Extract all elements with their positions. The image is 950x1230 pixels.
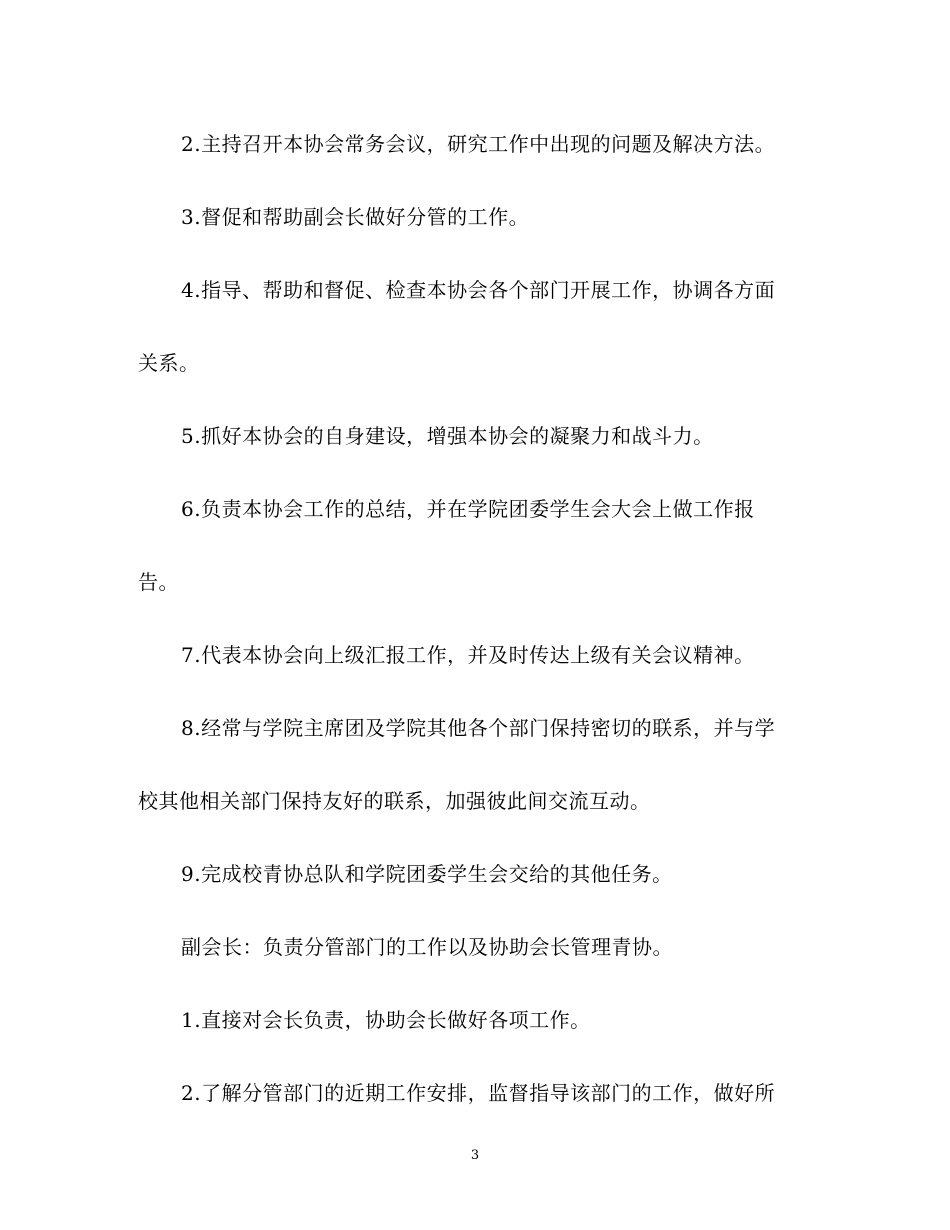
text-line: 关系。 [138,351,200,375]
text-line: 4.指导、帮助和督促、检查本协会各个部门开展工作，协调各方面 [181,278,776,302]
text-line: 3.督促和帮助副会长做好分管的工作。 [181,205,530,229]
text-line: 2.主持召开本协会常务会议，研究工作中出现的问题及解决方法。 [181,132,776,156]
page-number: 3 [470,1148,480,1163]
text-line: 9.完成校青协总队和学院团委学生会交给的其他任务。 [181,862,673,886]
text-line: 5.抓好本协会的自身建设，增强本协会的凝聚力和战斗力。 [181,424,714,448]
text-line: 7.代表本协会向上级汇报工作，并及时传达上级有关会议精神。 [181,643,755,667]
text-line: 校其他相关部门保持友好的联系，加强彼此间交流互动。 [138,789,651,813]
text-line: 告。 [138,570,179,594]
text-line: 1.直接对会长负责，协助会长做好各项工作。 [181,1008,591,1032]
text-line: 2.了解分管部门的近期工作安排，监督指导该部门的工作，做好所 [181,1081,776,1105]
text-line: 6.负责本协会工作的总结，并在学院团委学生会大会上做工作报 [181,497,755,521]
section-heading-line: 副会长：负责分管部门的工作以及协助会长管理青协。 [181,935,673,959]
text-line: 8.经常与学院主席团及学院其他各个部门保持密切的联系，并与学 [181,716,776,740]
